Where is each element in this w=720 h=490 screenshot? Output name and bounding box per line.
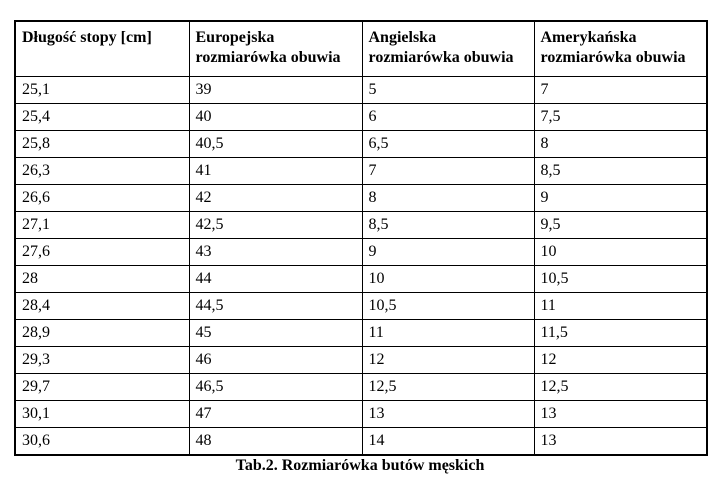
table-cell: 7,5 xyxy=(534,104,707,131)
table-header-row xyxy=(15,21,707,77)
header-cell: Europejska rozmiarówka obuwia xyxy=(189,21,362,77)
shoe-size-table xyxy=(14,20,708,456)
table-cell: 12,5 xyxy=(534,374,707,401)
table-cell: 25,8 xyxy=(15,131,189,158)
table-cell: 25,1 xyxy=(15,77,189,104)
table-cell: 13 xyxy=(534,401,707,428)
table-cell: 8 xyxy=(534,131,707,158)
table-row xyxy=(15,131,707,158)
table-cell: 8,5 xyxy=(534,158,707,185)
table-cell: 46 xyxy=(189,347,362,374)
table-caption: Tab.2. Rozmiarówka butów męskich xyxy=(235,457,485,474)
table-cell: 11 xyxy=(362,320,534,347)
table-cell: 29,7 xyxy=(15,374,189,401)
table-cell: 9 xyxy=(362,239,534,266)
table-cell: 9,5 xyxy=(534,212,707,239)
table-cell: 40,5 xyxy=(189,131,362,158)
header-cell: Angielska rozmiarówka obuwia xyxy=(362,21,534,77)
table-row xyxy=(15,185,707,212)
table-row xyxy=(15,320,707,347)
table-cell: 28 xyxy=(15,266,189,293)
table-cell: 30,6 xyxy=(15,428,189,455)
table-row xyxy=(15,428,707,455)
table-cell: 42,5 xyxy=(189,212,362,239)
table-body xyxy=(15,77,707,455)
table-cell: 28,9 xyxy=(15,320,189,347)
table-cell: 7 xyxy=(534,77,707,104)
table-cell: 5 xyxy=(362,77,534,104)
table-cell: 25,4 xyxy=(15,104,189,131)
table-cell: 47 xyxy=(189,401,362,428)
table-cell: 12 xyxy=(362,347,534,374)
table-cell: 39 xyxy=(189,77,362,104)
table-cell: 9 xyxy=(534,185,707,212)
table-cell: 8,5 xyxy=(362,212,534,239)
table-cell: 42 xyxy=(189,185,362,212)
table-row xyxy=(15,212,707,239)
table-cell: 27,1 xyxy=(15,212,189,239)
table-cell: 10 xyxy=(362,266,534,293)
table-cell: 11 xyxy=(534,293,707,320)
table-cell: 7 xyxy=(362,158,534,185)
table-cell: 29,3 xyxy=(15,347,189,374)
table-cell: 6 xyxy=(362,104,534,131)
table-cell: 45 xyxy=(189,320,362,347)
table-row xyxy=(15,401,707,428)
table-row xyxy=(15,347,707,374)
table-row xyxy=(15,374,707,401)
table-cell: 10,5 xyxy=(362,293,534,320)
table-cell: 40 xyxy=(189,104,362,131)
table-cell: 26,6 xyxy=(15,185,189,212)
table-cell: 44 xyxy=(189,266,362,293)
table-cell: 13 xyxy=(534,428,707,455)
table-cell: 12 xyxy=(534,347,707,374)
table-cell: 41 xyxy=(189,158,362,185)
table-cell: 46,5 xyxy=(189,374,362,401)
table-cell: 8 xyxy=(362,185,534,212)
table-cell: 6,5 xyxy=(362,131,534,158)
table-cell: 28,4 xyxy=(15,293,189,320)
table-cell: 11,5 xyxy=(534,320,707,347)
table-cell: 12,5 xyxy=(362,374,534,401)
table-cell: 27,6 xyxy=(15,239,189,266)
header-cell: Amerykańska rozmiarówka obuwia xyxy=(534,21,707,77)
table-cell: 14 xyxy=(362,428,534,455)
table-cell: 43 xyxy=(189,239,362,266)
table-row xyxy=(15,293,707,320)
table-cell: 30,1 xyxy=(15,401,189,428)
table-row xyxy=(15,239,707,266)
header-cell: Długość stopy [cm] xyxy=(15,21,189,77)
table-cell: 10 xyxy=(534,239,707,266)
table-row xyxy=(15,266,707,293)
header-row xyxy=(15,21,707,77)
table-row xyxy=(15,158,707,185)
table-cell: 10,5 xyxy=(534,266,707,293)
table-cell: 48 xyxy=(189,428,362,455)
table-cell: 44,5 xyxy=(189,293,362,320)
table-cell: 13 xyxy=(362,401,534,428)
table-cell: 26,3 xyxy=(15,158,189,185)
table-row xyxy=(15,104,707,131)
table-row xyxy=(15,77,707,104)
